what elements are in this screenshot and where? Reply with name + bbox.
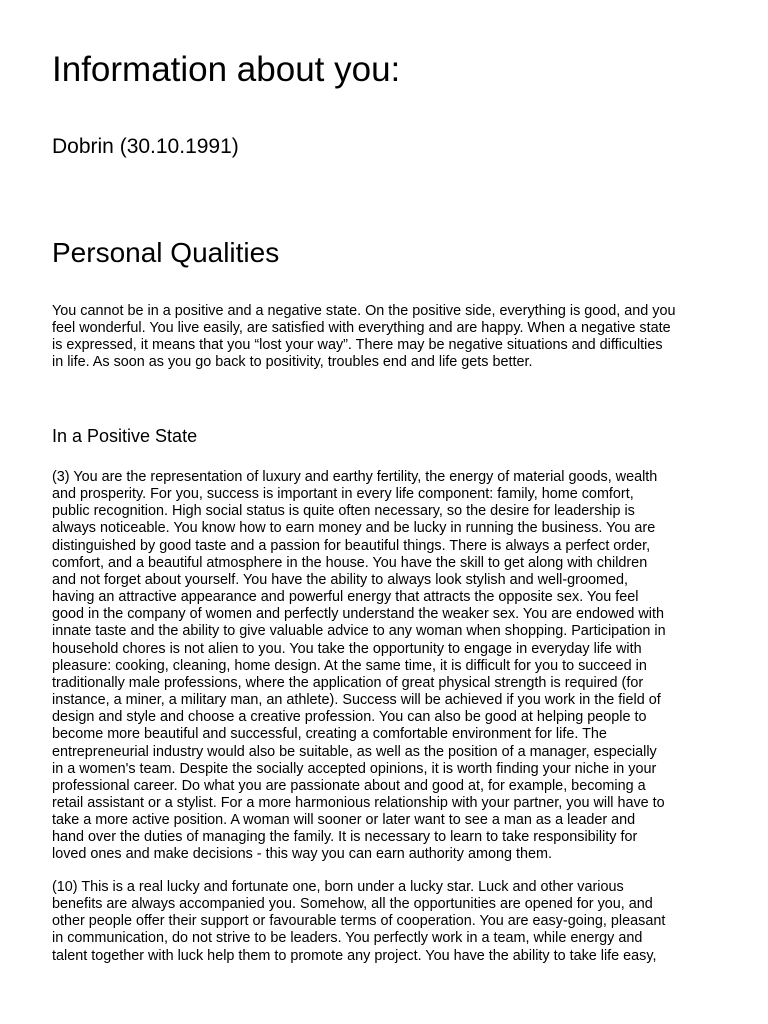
text-line: instance, a miner, a military man, an athlete). Success will be achieved if you work in the field of bbox=[52, 692, 661, 709]
text-line: benefits are always accompanied you. Somehow, all the opportunities are opened for you, and bbox=[52, 896, 653, 913]
section-title-personal-qualities: Personal Qualities bbox=[52, 237, 280, 268]
text-line: pleasure: cooking, cleaning, home design. At the same time, it is difficult for you to succeed in bbox=[52, 657, 647, 674]
text-line: household chores is not alien to you. You take the opportunity to engage in everyday life with bbox=[52, 640, 642, 657]
text-line: distinguished by good taste and a passion for beautiful things. There is always a perfect order, bbox=[52, 537, 651, 554]
paragraph-10 bbox=[52, 879, 716, 965]
text-line: good in the company of women and perfectly understand the weaker sex. You are endowed with bbox=[52, 606, 664, 623]
text-line: talent together with luck help them to promote any project. You have the ability to take life easy, bbox=[52, 947, 657, 964]
text-line: traditionally male professions, where the application of great physical strength is required (for bbox=[52, 674, 644, 691]
text-line: in life. As soon as you go back to positivity, troubles end and life gets better. bbox=[52, 354, 533, 371]
text-line: You cannot be in a positive and a negative state. On the positive side, everything is good, and you bbox=[52, 303, 676, 319]
text-line: always noticeable. You know how to earn money and be lucky in running the business. You are bbox=[52, 520, 656, 537]
text-line: is expressed, it means that you “lost your way”. There may be negative situations and difficulties bbox=[52, 337, 663, 354]
paragraph-3 bbox=[52, 469, 716, 864]
text-line: and prosperity. For you, success is important in every life component: family, home comfort, bbox=[52, 486, 634, 503]
text-line: hand over the duties of managing the family. It is necessary to learn to take responsibility for bbox=[52, 829, 638, 846]
subsection-title-positive-state: In a Positive State bbox=[52, 426, 198, 446]
text-line: in communication, do not strive to be leaders. You perfectly work in a team, while energy and bbox=[52, 930, 643, 947]
intro-paragraph bbox=[52, 303, 716, 372]
text-line: public recognition. High social status is quite often necessary, so the desire for leadership is bbox=[52, 503, 635, 520]
text-line: (3) You are the representation of luxury and earthy fertility, the energy of material goods, wealth bbox=[52, 469, 658, 485]
text-line: having an attractive appearance and powerful energy that attracts the opposite sex. You feel bbox=[52, 589, 639, 606]
text-line: innate taste and the ability to give valuable advice to any woman when shopping. Participation in bbox=[52, 623, 666, 640]
text-line: other people offer their support or favourable terms of cooperation. You are easy-going, pleasant bbox=[52, 913, 666, 930]
text-line: (10) This is a real lucky and fortunate one, born under a lucky star. Luck and other various bbox=[52, 879, 624, 895]
subject-name-date: Dobrin (30.10.1991) bbox=[52, 135, 239, 158]
text-line: take a more active position. A woman will sooner or later want to see a man as a leader and bbox=[52, 812, 636, 829]
text-line: loved ones and make decisions - this way you can earn authority among them. bbox=[52, 846, 552, 863]
text-line: comfort, and a beautiful atmosphere in the house. You have the skill to get along with children bbox=[52, 554, 648, 571]
text-line: in a women's team. Despite the socially accepted opinions, it is worth finding your niche in your bbox=[52, 760, 657, 777]
text-line: become more beautiful and successful, creating a comfortable environment for life. The bbox=[52, 726, 607, 743]
text-line: retail assistant or a stylist. For a more harmonious relationship with your partner, you will have to bbox=[52, 794, 665, 811]
text-line: and not forget about yourself. You have the ability to always look stylish and well-groomed, bbox=[52, 571, 628, 588]
text-line: feel wonderful. You live easily, are satisfied with everything and are happy. When a negative state bbox=[52, 320, 671, 337]
page-title: Information about you: bbox=[52, 50, 401, 89]
text-line: professional career. Do what you are passionate about and good at, for example, becoming a bbox=[52, 777, 646, 794]
text-line: entrepreneurial industry would also be suitable, as well as the position of a manager, especially bbox=[52, 743, 657, 760]
text-line: design and style and choose a creative profession. You can also be good at helping people to bbox=[52, 709, 647, 726]
